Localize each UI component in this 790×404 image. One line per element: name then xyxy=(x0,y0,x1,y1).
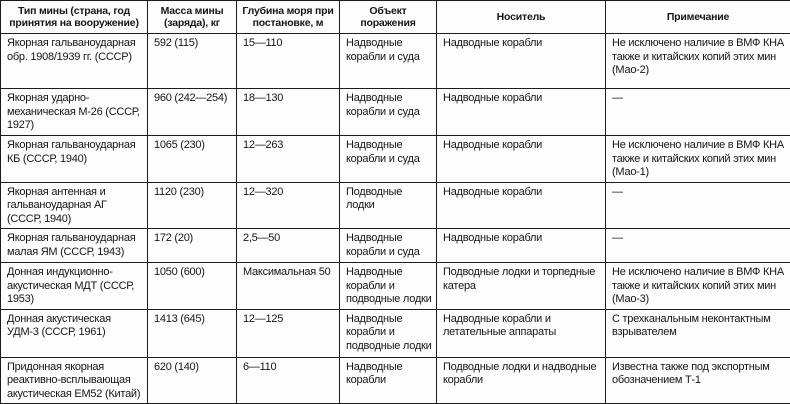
table-cell: 2,5—50 xyxy=(237,229,340,263)
table-row xyxy=(1,34,790,89)
table-cell: Надводные корабли и подводные лодки xyxy=(340,263,437,310)
table-cell: Надводные корабли и летательные аппараты xyxy=(437,309,606,357)
table-cell: Надводные корабли и суда xyxy=(340,136,437,183)
table-cell: Донная индукционно-акустическая МДТ (СССР, 1953) xyxy=(1,263,148,310)
table-cell: Якорная гальваноударная КБ (СССР, 1940) xyxy=(1,136,148,183)
column-header: Глубина моря при постановке, м xyxy=(237,1,340,34)
table-cell: — xyxy=(606,229,790,263)
table-cell: Якорная антенная и гальваноударная АГ (СССР, 1940) xyxy=(1,182,148,229)
column-header: Носитель xyxy=(437,1,606,34)
table-cell: Надводные корабли xyxy=(437,182,606,229)
table-cell: Известна также под экспортным обозначением Т-1 xyxy=(606,357,790,404)
table-cell: Надводные корабли и подводные лодки xyxy=(340,309,437,357)
table-row xyxy=(1,229,790,263)
table-cell: Надводные корабли и суда xyxy=(340,229,437,263)
table-row xyxy=(1,309,790,357)
table-cell: 620 (140) xyxy=(148,357,237,404)
table-cell: Надводные корабли xyxy=(340,357,437,404)
table-cell: Подводные лодки и торпедные катера xyxy=(437,263,606,310)
table-cell: Не исключено наличие в ВМФ КНА также и китайских копий этих мин (Мао-2) xyxy=(606,34,790,89)
table-cell: 12—125 xyxy=(237,309,340,357)
table-row xyxy=(1,136,790,183)
table-cell: Максимальная 50 xyxy=(237,263,340,310)
column-header: Примечание xyxy=(606,1,790,34)
table-cell: Надводные корабли и суда xyxy=(340,89,437,136)
table-row xyxy=(1,263,790,310)
table-cell: Придонная якорная реактивно-всплывающая акустическая ЕМ52 (Китай) xyxy=(1,357,148,404)
table-cell: 1120 (230) xyxy=(148,182,237,229)
column-header: Масса мины (заряда), кг xyxy=(148,1,237,34)
table-cell: 15—110 xyxy=(237,34,340,89)
table-cell: — xyxy=(606,182,790,229)
table-cell: Якорная гальваноударная малая ЯМ (СССР, 1943) xyxy=(1,229,148,263)
table-cell: Подводные лодки xyxy=(340,182,437,229)
table-cell: 18—130 xyxy=(237,89,340,136)
table-cell: — xyxy=(606,89,790,136)
table-row xyxy=(1,89,790,136)
table-cell: С трехканальным неконтактным взрывателем xyxy=(606,309,790,357)
table-cell: 1413 (645) xyxy=(148,309,237,357)
table-cell: 1050 (600) xyxy=(148,263,237,310)
table-cell: 12—263 xyxy=(237,136,340,183)
table-cell: Не исключено наличие в ВМФ КНА также и китайских копий этих мин (Мао-1) xyxy=(606,136,790,183)
table-cell: 960 (242—254) xyxy=(148,89,237,136)
table-cell: Якорная ударно-механическая М-26 (СССР, 1927) xyxy=(1,89,148,136)
table-cell: 1065 (230) xyxy=(148,136,237,183)
table-row xyxy=(1,182,790,229)
table-cell: Якорная гальваноударная обр. 1908/1939 гг. (СССР) xyxy=(1,34,148,89)
table-cell: 592 (115) xyxy=(148,34,237,89)
table-cell: Подводные лодки и надводные корабли xyxy=(437,357,606,404)
table-cell: Донная акустическая УДМ-3 (СССР, 1961) xyxy=(1,309,148,357)
table-row xyxy=(1,357,790,404)
table-cell: 6—110 xyxy=(237,357,340,404)
table-cell: Не исключено наличие в ВМФ КНА также и китайских копий этих мин (Мао-3) xyxy=(606,263,790,310)
table-cell: Надводные корабли xyxy=(437,34,606,89)
table-cell: 12—320 xyxy=(237,182,340,229)
table-cell: Надводные корабли и суда xyxy=(340,34,437,89)
column-header: Объект поражения xyxy=(340,1,437,34)
table-cell: Надводные корабли xyxy=(437,136,606,183)
table-cell: 172 (20) xyxy=(148,229,237,263)
table-cell: Надводные корабли xyxy=(437,89,606,136)
table-cell: Надводные корабли xyxy=(437,229,606,263)
header-row xyxy=(1,1,790,34)
column-header: Тип мины (страна, год принятия на вооружение) xyxy=(1,1,148,34)
table-body xyxy=(1,34,790,404)
